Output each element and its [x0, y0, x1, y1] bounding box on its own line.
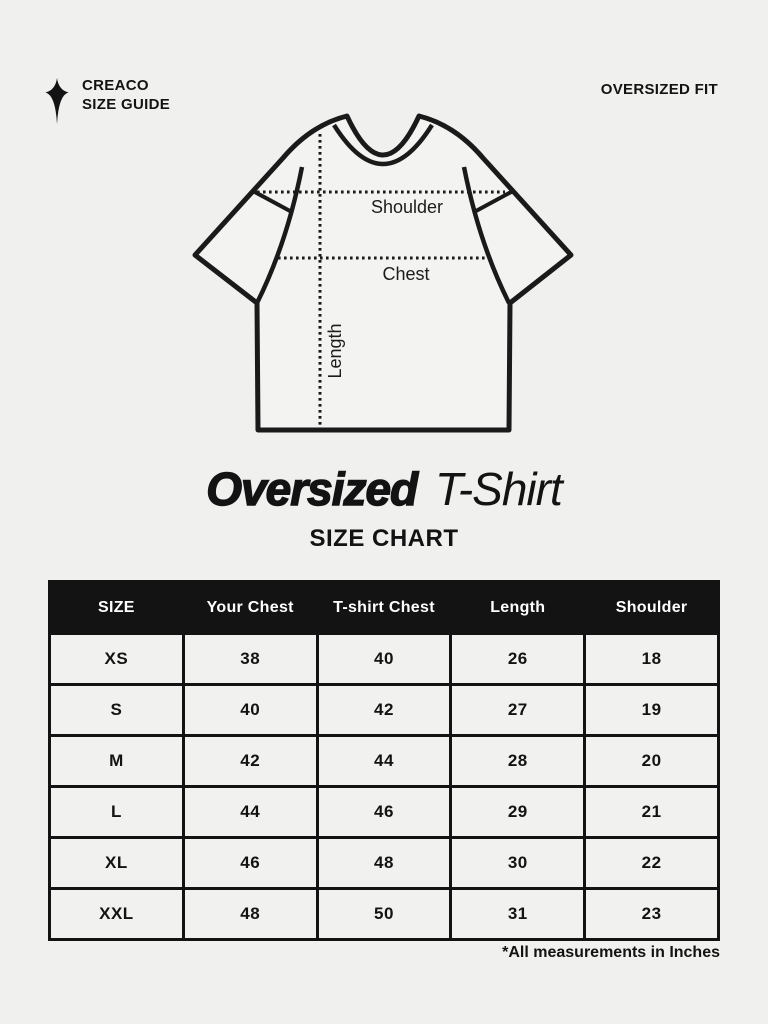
table-row-m [50, 736, 719, 787]
cell-shoulder: 19 [585, 685, 719, 736]
col-header-size: SIZE [50, 582, 184, 634]
cell-your-chest: 44 [183, 787, 317, 838]
cell-tshirt-chest: 42 [317, 685, 451, 736]
col-header-tshirt-chest: T-shirt Chest [317, 582, 451, 634]
chest-label: Chest [382, 264, 430, 284]
cell-your-chest: 42 [183, 736, 317, 787]
sparkle-icon [44, 78, 70, 124]
brand-logo [44, 76, 170, 124]
shoulder-label: Shoulder [370, 197, 444, 217]
length-label: Length [325, 323, 345, 379]
col-header-length: Length [451, 582, 585, 634]
cell-length: 31 [451, 889, 585, 940]
cell-tshirt-chest: 48 [317, 838, 451, 889]
size-chart-heading: SIZE CHART [309, 525, 459, 552]
tshirt-diagram [183, 103, 583, 448]
fit-label: OVERSIZED FIT [600, 81, 718, 98]
cell-tshirt-chest: 46 [317, 787, 451, 838]
cell-length: 26 [451, 634, 585, 685]
cell-size: XS [50, 634, 184, 685]
cell-size: L [50, 787, 184, 838]
cell-shoulder: 23 [585, 889, 719, 940]
product-title-light: T-Shirt [434, 463, 562, 515]
cell-your-chest: 46 [183, 838, 317, 889]
cell-your-chest: 38 [183, 634, 317, 685]
tshirt-outline-drawing [183, 103, 583, 448]
cell-length: 28 [451, 736, 585, 787]
table-header-row [50, 582, 719, 634]
cell-tshirt-chest: 50 [317, 889, 451, 940]
cell-your-chest: 40 [183, 685, 317, 736]
size-chart-table [48, 580, 720, 941]
cell-size: S [50, 685, 184, 736]
cell-size: XXL [50, 889, 184, 940]
col-header-shoulder: Shoulder [585, 582, 719, 634]
table-row-xl [50, 838, 719, 889]
col-header-your-chest: Your Chest [183, 582, 317, 634]
cell-shoulder: 18 [585, 634, 719, 685]
cell-tshirt-chest: 44 [317, 736, 451, 787]
cell-length: 27 [451, 685, 585, 736]
cell-length: 30 [451, 838, 585, 889]
cell-tshirt-chest: 40 [317, 634, 451, 685]
table-row-s [50, 685, 719, 736]
cell-length: 29 [451, 787, 585, 838]
cell-size: XL [50, 838, 184, 889]
measurements-footnote: *All measurements in Inches [502, 944, 720, 961]
cell-shoulder: 21 [585, 787, 719, 838]
table-row-xxl [50, 889, 719, 940]
product-title-heavy: Oversized [206, 463, 418, 515]
cell-size: M [50, 736, 184, 787]
cell-shoulder: 22 [585, 838, 719, 889]
brand-name: CREACO [82, 77, 149, 94]
brand-tagline: SIZE GUIDE [82, 96, 171, 113]
table-row-xs [50, 634, 719, 685]
cell-shoulder: 20 [585, 736, 719, 787]
product-title [0, 462, 768, 516]
table-row-l [50, 787, 719, 838]
cell-your-chest: 48 [183, 889, 317, 940]
